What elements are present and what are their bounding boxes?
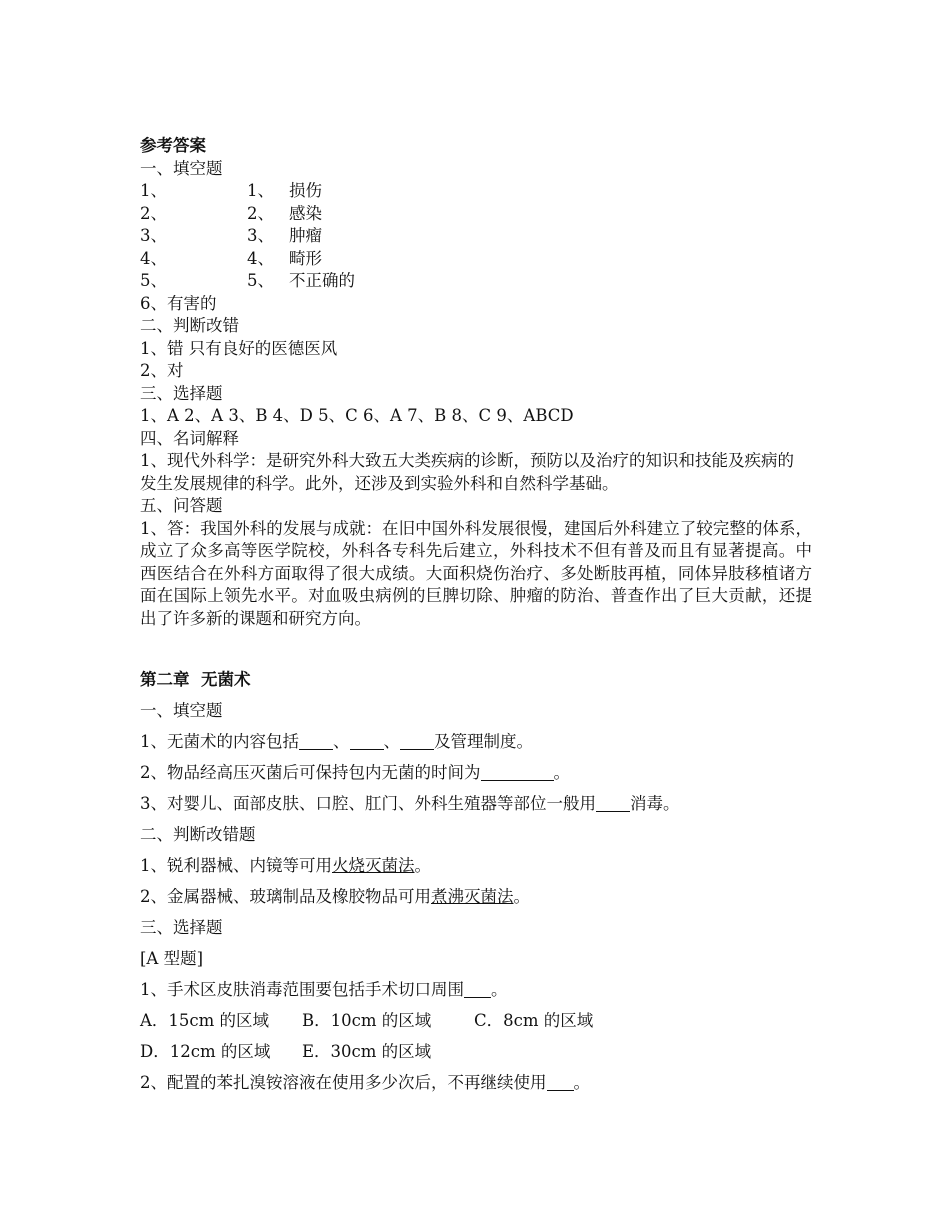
term-heading: 四、名词解释 — [140, 428, 239, 448]
document-page — [140, 135, 812, 1098]
ch2-fill-heading: 一、填空题 — [140, 701, 223, 720]
option-b: B．10cm 的区域 — [302, 1011, 432, 1030]
ch2-fill-question-2 — [140, 757, 812, 788]
q3-tail: 消毒。 — [630, 794, 680, 813]
j2-tail: 。 — [513, 887, 530, 906]
j2-text: 2、金属器械、玻璃制品及橡胶物品可用 — [140, 887, 431, 906]
qa-heading: 五、问答题 — [140, 496, 223, 515]
fill-num-b: 2、 — [247, 203, 274, 223]
answer-blank — [596, 794, 630, 812]
fill-num-b: 1、 — [247, 181, 274, 200]
chapter2-section — [140, 664, 812, 1098]
answer-blank — [350, 732, 384, 750]
fill-num-a: 2、 — [140, 203, 167, 223]
term-answer-line2: 发生发展规律的科学。此外，还涉及到实验外科和自然科学基础。 — [140, 473, 619, 493]
ch2-choice-heading: 三、选择题 — [140, 918, 223, 937]
option-e: E．30cm 的区域 — [302, 1042, 432, 1061]
ch2-judge-question-2 — [140, 881, 812, 912]
ch2-fill-question-1 — [140, 726, 812, 757]
answer-blank — [547, 1073, 574, 1091]
ch2-judge-question-1 — [140, 850, 812, 881]
choice-answers: 1、A 2、A 3、B 4、D 5、C 6、A 7、B 8、C 9、ABCD — [140, 406, 574, 425]
fill-num-a: 3、 — [140, 226, 167, 245]
judge-heading: 二、判断改错 — [140, 316, 239, 335]
fill-answer: 损伤 — [289, 181, 322, 200]
fill-num-b: 5、 — [247, 271, 274, 290]
ch2-choice-question-2 — [140, 1067, 812, 1098]
fill-num-a: 4、 — [140, 248, 167, 268]
judge-answer-2: 2、对 — [140, 361, 184, 380]
fill-row — [140, 270, 812, 293]
j1-underlined: 火烧灭菌法 — [332, 856, 415, 875]
fill-num-b: 3、 — [247, 226, 274, 245]
j2-underlined: 煮沸灭菌法 — [431, 887, 514, 906]
ch2-judge-heading: 二、判断改错题 — [140, 825, 256, 844]
fill-answer-6: 6、有害的 — [140, 293, 217, 313]
c2-tail: 。 — [573, 1073, 590, 1092]
c1-text: 1、手术区皮肤消毒范围要包括手术切口周围 — [140, 980, 464, 999]
fill-answer: 不正确的 — [289, 271, 355, 290]
answer-blank — [299, 732, 333, 750]
q3-text: 3、对婴儿、面部皮肤、口腔、肛门、外科生殖器等部位一般用 — [140, 794, 596, 813]
c2-text: 2、配置的苯扎溴铵溶液在使用多少次后，不再继续使用 — [140, 1073, 547, 1092]
option-a: A．15cm 的区域 — [140, 1011, 270, 1030]
ch2-choice-question-1 — [140, 974, 812, 1005]
fill-heading: 一、填空题 — [140, 158, 223, 178]
answer-blank — [464, 980, 491, 998]
j1-text: 1、锐利器械、内镜等可用 — [140, 856, 332, 875]
choice-heading: 三、选择题 — [140, 383, 223, 403]
fill-answers — [140, 180, 812, 293]
answer-blank — [481, 763, 554, 781]
answer-blank — [400, 732, 434, 750]
qa-answer-1: 1、答：我国外科的发展与成就：在旧中国外科发展很慢，建国后外科建立了较完整的体系，成立了众多高等医学院校，外科各专科先后建立，外科技术不但有普及而且有显著提高。中西医结合在外科方面取得了很大成绩。大面积烧伤治疗、多处断肢再植，同体异肢移植诸方面在国际上领先水平。对血吸虫病例的巨脾切除、肿瘤的防治、普查作出了巨大贡献，还提出了许多新的课题和研究方向。 — [140, 518, 812, 628]
option-c: C．8cm 的区域 — [474, 1011, 594, 1030]
a-type-label: [A 型题] — [140, 949, 204, 968]
q1-sep: 、 — [383, 732, 400, 751]
ch2-fill-question-3 — [140, 788, 812, 819]
judge-answer-1: 1、错 只有良好的医德医风 — [140, 338, 338, 358]
c1-options-row1 — [140, 1005, 812, 1036]
q1-sep: 、 — [333, 732, 350, 751]
fill-answer: 肿瘤 — [289, 226, 322, 245]
fill-row — [140, 248, 812, 271]
option-d: D．12cm 的区域 — [140, 1042, 271, 1061]
fill-row — [140, 225, 812, 248]
c1-tail: 。 — [491, 980, 508, 999]
j1-tail: 。 — [414, 856, 431, 875]
fill-row — [140, 180, 812, 203]
q1-text: 1、无菌术的内容包括 — [140, 732, 299, 751]
c1-options-row2 — [140, 1036, 812, 1067]
q2-text: 2、物品经高压灭菌后可保持包内无菌的时间为 — [140, 763, 481, 782]
term-answer-line1: 1、现代外科学：是研究外科大致五大类疾病的诊断，预防以及治疗的知识和技能及疾病的 — [140, 451, 794, 470]
q2-tail: 。 — [553, 763, 570, 782]
q1-tail: 及管理制度。 — [434, 732, 533, 751]
fill-answer: 感染 — [289, 203, 322, 223]
chapter-title: 第二章 无菌术 — [140, 670, 251, 689]
fill-num-a: 1、 — [140, 181, 167, 200]
fill-row — [140, 203, 812, 226]
fill-num-a: 5、 — [140, 271, 167, 290]
fill-answer: 畸形 — [289, 248, 322, 268]
answers-title: 参考答案 — [140, 136, 206, 155]
fill-num-b: 4、 — [247, 248, 274, 268]
